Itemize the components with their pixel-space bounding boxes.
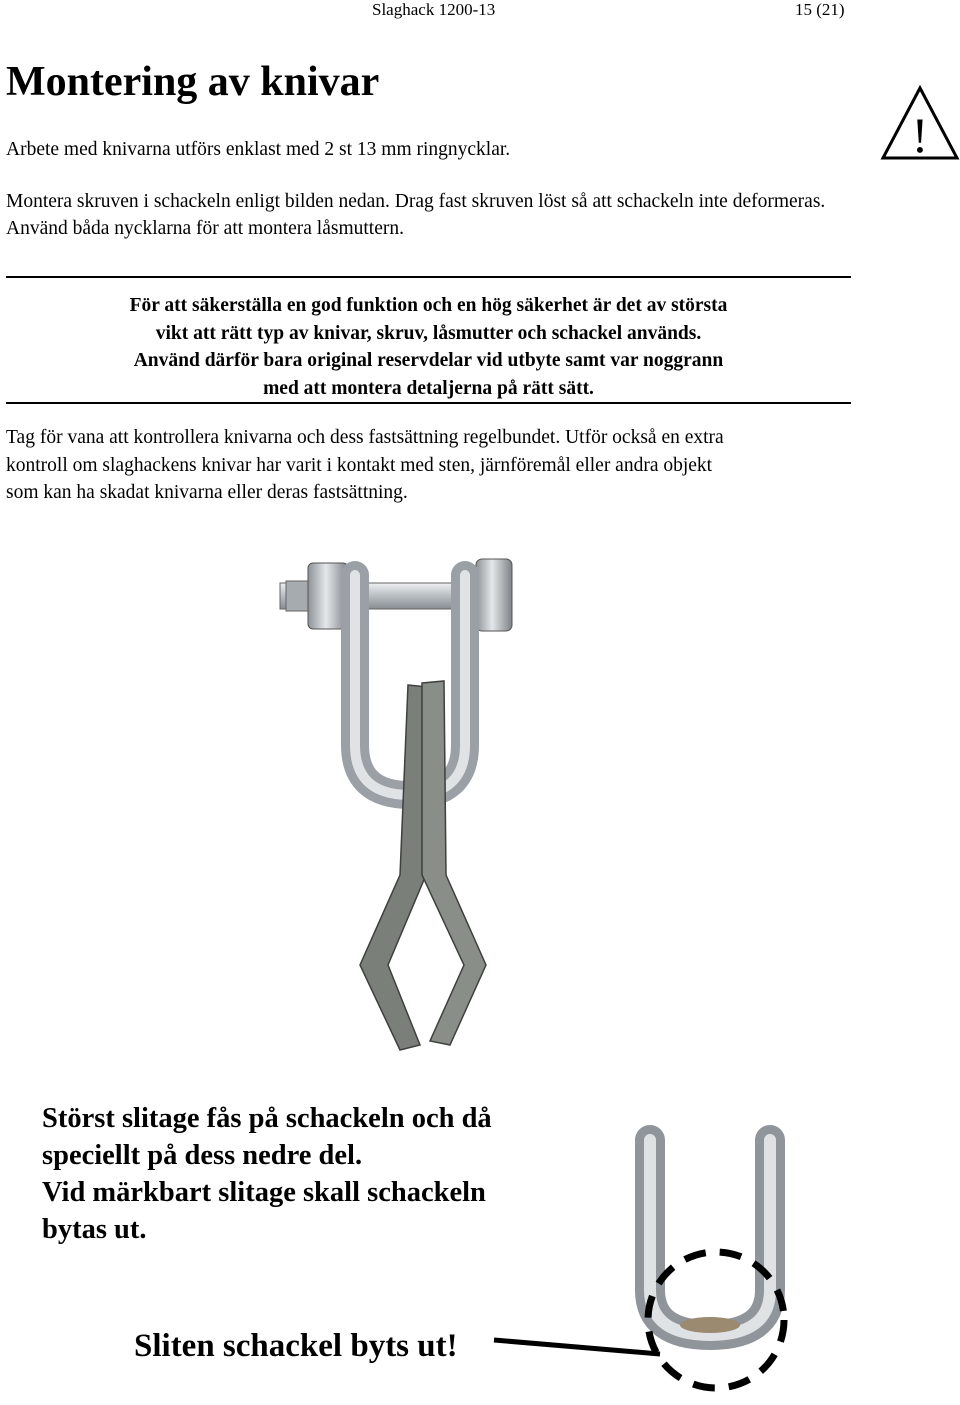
warning-glyph: !: [911, 107, 929, 162]
paragraph-inspection: [6, 424, 866, 507]
paragraph-tools: Arbete med knivarna utförs enklast med 2 st 13 mm ringnycklar.: [6, 139, 511, 160]
paragraph-mounting: Montera skruven i schackeln enligt bilden nedan. Drag fast skruven löst så att schackeln inte deformeras. Använd båda nycklarna för att montera låsmuttern.: [6, 191, 826, 239]
warning-line: vikt att rätt typ av knivar, skruv, låsmutter och schackel används.: [155, 322, 702, 344]
inspection-line: Tag för vana att kontrollera knivarna och dess fastsättning regelbundet. Utför också en extra: [6, 427, 724, 448]
pointer-line: [494, 1340, 660, 1354]
warning-line: med att montera detaljerna på rätt sätt.: [263, 377, 594, 399]
divider-top: [6, 276, 851, 278]
wear-note: [42, 1100, 492, 1248]
warning-line: För att säkerställa en god funktion och en hög säkerhet är det av största: [129, 295, 728, 316]
worn-shackle-photo: [490, 1120, 790, 1405]
safety-warning-box: [6, 292, 851, 402]
page-title: Montering av knivar: [6, 59, 380, 105]
wear-note-line: speciellt på dess nedre del.: [42, 1140, 363, 1171]
knife-assembly-photo: [250, 545, 550, 1070]
inspection-line: kontroll om slaghackens knivar har varit i kontakt med sten, järnföremål eller andra objekt: [6, 454, 713, 476]
header-page-number: 15 (21): [795, 0, 845, 19]
divider-bottom: [6, 402, 851, 404]
header-document-title: Slaghack 1200-13: [372, 0, 496, 19]
replace-shackle-caption: Sliten schackel byts ut!: [134, 1328, 458, 1364]
warning-line: Använd därför bara original reservdelar vid utbyte samt var noggrann: [133, 350, 724, 371]
wear-note-line: bytas ut.: [42, 1214, 147, 1245]
wear-note-line: Störst slitage fås på schackeln och då: [42, 1103, 492, 1134]
warning-triangle-icon: [880, 84, 960, 167]
inspection-line: som kan ha skadat knivarna eller deras fastsättning.: [6, 482, 408, 503]
wear-note-line: Vid märkbart slitage skall schackeln: [42, 1177, 486, 1208]
